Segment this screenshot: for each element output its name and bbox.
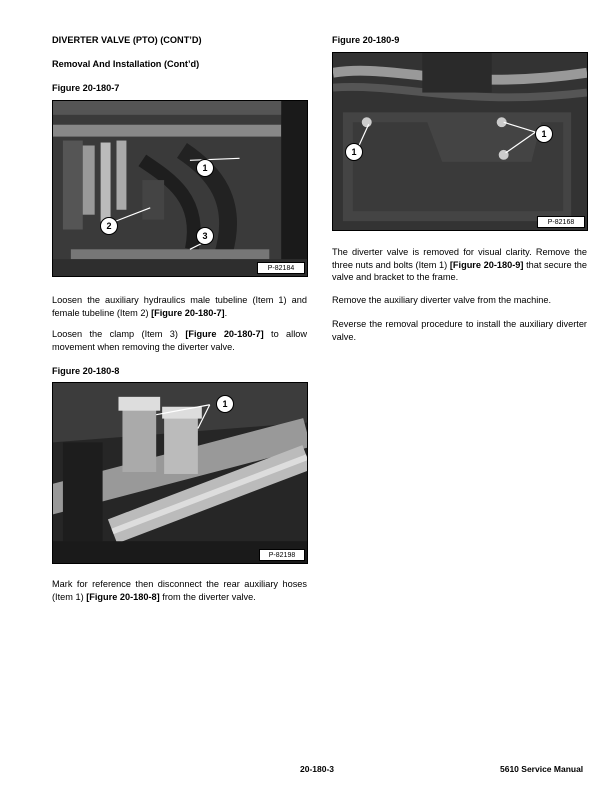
right-paragraph-3: Reverse the removal procedure to install the auxiliary diverter valve. <box>332 319 587 342</box>
figure-8-callout-1: 1 <box>216 395 234 413</box>
left-paragraph-2: Loosen the clamp (Item 3) [Figure 20-180-7] to allow movement when removing the diverter valve. <box>52 329 307 352</box>
subsection-title: Removal And Installation (Cont’d) <box>52 59 200 69</box>
figure-7-photo <box>52 100 308 277</box>
figure-9-caption: Figure 20-180-9 <box>332 35 400 45</box>
figure-7-callout-1: 1 <box>196 159 214 177</box>
figure-9-ref: [Figure 20-180-9] <box>449 259 524 270</box>
figure-9-callout-1b: 1 <box>535 125 553 143</box>
page-number: 20-180-3 <box>300 764 335 774</box>
figure-8-image <box>53 383 307 563</box>
right-paragraph-2: Remove the auxiliary diverter valve from the machine. <box>332 295 552 305</box>
figure-8-photo <box>52 382 308 564</box>
left-paragraph-1: Loosen the auxiliary hydraulics male tubeline (Item 1) and female tubeline (Item 2) [Figure 20-180-7]. <box>52 295 307 318</box>
figure-7-image <box>53 101 307 276</box>
left-paragraph-3: Mark for reference then disconnect the rear auxiliary hoses (Item 1) [Figure 20-180-8] from the diverter valve. <box>52 579 307 602</box>
figure-8-caption: Figure 20-180-8 <box>52 366 120 376</box>
figure-8-ref: [Figure 20-180-8] <box>86 591 160 602</box>
right-paragraph-1: The diverter valve is removed for visual clarity. Remove the three nuts and bolts (Item 1) [Figure 20-180-9] that secure the valve and bracket to the frame. <box>332 247 587 283</box>
figure-7-callout-2: 2 <box>100 217 118 235</box>
figure-9-callout-1a: 1 <box>345 143 363 161</box>
section-title: DIVERTER VALVE (PTO) (CONT’D) <box>52 35 202 45</box>
figure-9-part-number: P-82168 <box>537 216 585 228</box>
manual-title: 5610 Service Manual <box>500 764 584 774</box>
figure-7-callout-3: 3 <box>196 227 214 245</box>
figure-7-ref: [Figure 20-180-7] <box>185 329 264 339</box>
figure-9-photo <box>332 52 588 231</box>
figure-8-part-number: P-82198 <box>259 549 305 561</box>
figure-7-caption: Figure 20-180-7 <box>52 83 120 93</box>
figure-7-part-number: P-82184 <box>257 262 305 274</box>
figure-7-ref: [Figure 20-180-7] <box>151 307 225 318</box>
